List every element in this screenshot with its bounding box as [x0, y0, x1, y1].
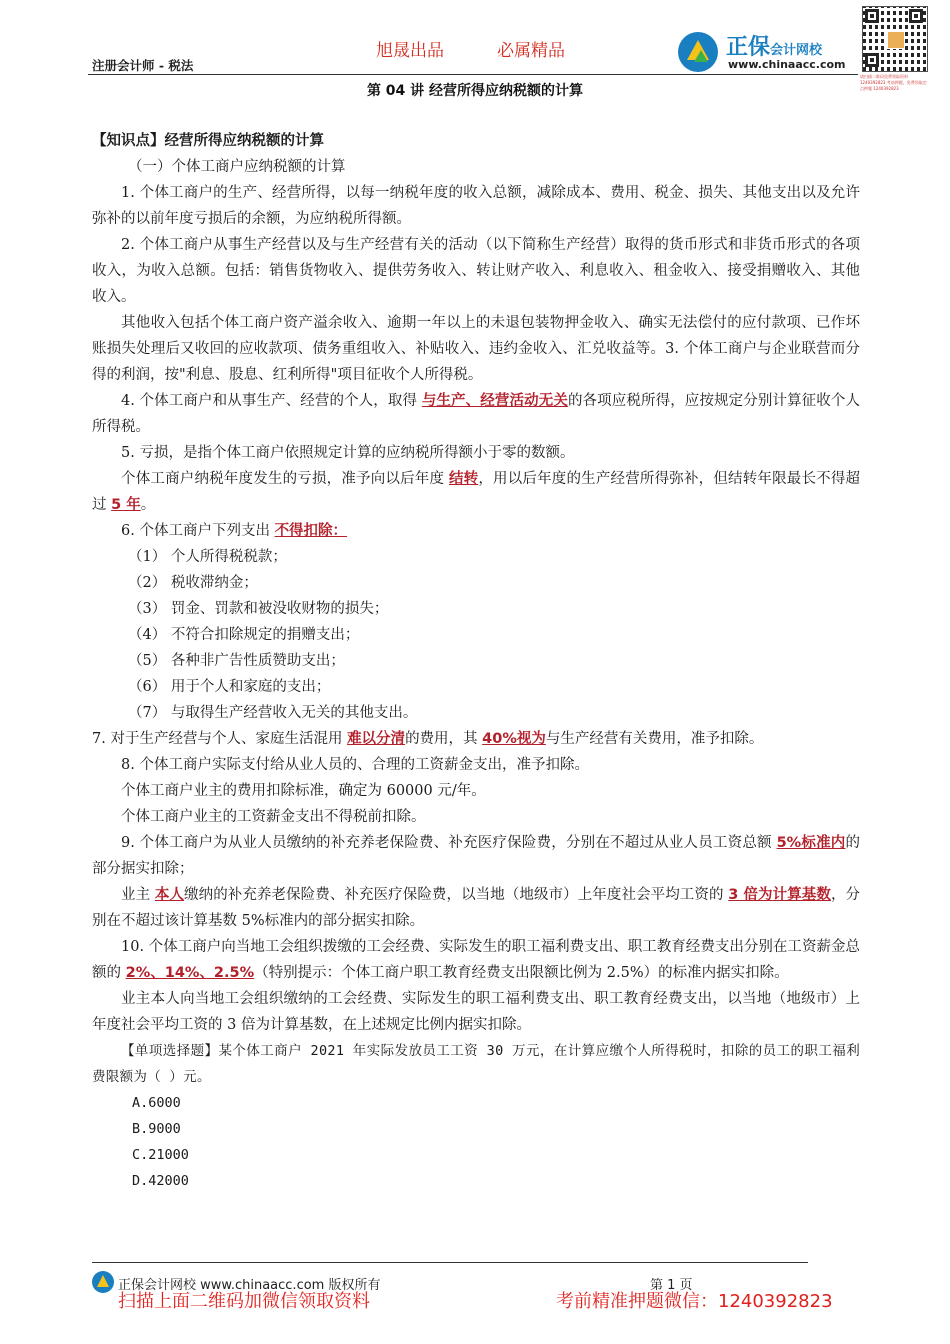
section-heading: （一）个体工商户应纳税额的计算	[128, 159, 346, 175]
qr-code-icon[interactable]	[862, 6, 928, 72]
highlight-forty-percent: 40%视为	[482, 731, 546, 747]
highlight-five-years: 5 年	[111, 497, 141, 513]
paragraph-13: 业主 本人缴纳的补充养老保险费、补充医疗保险费，以当地（地级市）上年度社会平均工资的 3 倍为计算基数，分别在不超过该计算基数 5%标准内的部分据实扣除。	[92, 887, 861, 929]
option-a: A.6000	[132, 1095, 181, 1111]
question-stem: 【单项选择题】某个体工商户 2021 年实际发放员工工资 30 万元，在计算应缴个人所得税时，扣除的员工的职工福利费限额为（ ）元。	[92, 1043, 860, 1085]
paragraph-11: 个体工商户业主的工资薪金支出不得税前扣除。	[121, 809, 426, 825]
footer-divider	[92, 1262, 808, 1263]
list-item: （4） 不符合扣除规定的捐赠支出；	[128, 627, 360, 643]
page-title: 第 04 讲 经营所得应纳税额的计算	[366, 83, 584, 99]
paragraph-5: 5. 亏损，是指个体工商户依照规定计算的应纳税所得额小于零的数额。	[121, 445, 575, 461]
list-item: （6） 用于个人和家庭的支出；	[128, 679, 331, 695]
footer-logo-icon	[92, 1271, 114, 1293]
brand-logo	[676, 28, 854, 76]
paragraph-1: 1. 个体工商户的生产、经营所得，以每一纳税年度的收入总额，减除成本、费用、税金、损失、其他支出以及允许弥补的以前年度亏损后的余额，为应纳税所得额。	[92, 185, 860, 227]
footer-copyright: 正保会计网校 www.chinaacc.com 版权所有	[118, 1278, 381, 1293]
list-item: （3） 罚金、罚款和被没收财物的损失；	[128, 601, 389, 617]
qr-note: 请扫描二维码免费领取资料 1240392823 考前押题，免费领取定点押题 1240392823	[860, 74, 927, 91]
document-body	[92, 128, 860, 1194]
knowledge-point-title: 【知识点】经营所得应纳税额的计算	[92, 133, 324, 149]
paragraph-14: 10. 个体工商户向当地工会组织拨缴的工会经费、实际发生的职工福利费支出、职工教育经费支出分别在工资薪金总额的 2%、14%、2.5%（特别提示：个体工商户职工教育经费支出限额比例为 2.5%）的标准内据实扣除。	[92, 939, 860, 981]
logo-emblem-icon	[678, 32, 718, 72]
logo-text	[726, 30, 822, 61]
logo-name: 正保	[726, 35, 771, 60]
list-item: （5） 各种非广告性质赞助支出；	[128, 653, 345, 669]
highlight-self: 本人	[154, 887, 185, 903]
footer-promo-right: 考前精准押题微信：1240392823	[556, 1291, 833, 1312]
page-number: 第 1 页	[650, 1278, 693, 1293]
paragraph-7: 6. 个体工商户下列支出 不得扣除：	[121, 523, 348, 539]
paragraph-6: 个体工商户纳税年度发生的亏损，准予向以后年度 结转，用以后年度的生产经营所得弥补，但结转年限最长不得超过 5 年。	[92, 471, 861, 513]
paragraph-4: 4. 个体工商户和从事生产、经营的个人，取得 与生产、经营活动无关的各项应税所得，应按规定分别计算征收个人所得税。	[92, 393, 861, 435]
highlight-not-deductible: 不得扣除：	[274, 523, 348, 539]
highlight-hard-to-separate: 难以分清	[347, 731, 406, 747]
highlight-ratios: 2%、14%、2.5%	[125, 965, 255, 981]
header-course-label: 注册会计师 - 税法	[92, 58, 194, 73]
option-c: C.21000	[132, 1147, 189, 1163]
list-item: （2） 税收滞纳金；	[128, 575, 258, 591]
paragraph-15: 业主本人向当地工会组织缴纳的工会经费、实际发生的职工福利费支出、职工教育经费支出，以当地（地级市）上年度社会平均工资的 3 倍为计算基数，在上述规定比例内据实扣除。	[92, 991, 860, 1033]
highlight-five-percent: 5%标准内	[776, 835, 846, 851]
paragraph-3: 其他收入包括个体工商户资产溢余收入、逾期一年以上的未退包装物押金收入、确实无法偿付的应付款项、已作坏账损失处理后又收回的应收款项、债务重组收入、补贴收入、违约金收入、汇兑收益等。3. 个体工商户与企业联营而分得的利润，按"利息、股息、红利所得"项目征收个人所得税。	[92, 315, 860, 383]
paragraph-10: 个体工商户业主的费用扣除标准，确定为 60000 元/年。	[121, 783, 486, 799]
header-slogan-left: 旭晟出品	[376, 41, 444, 61]
footer-promo-left: 扫描上面二维码加微信领取资料	[118, 1291, 370, 1312]
option-d: D.42000	[132, 1173, 189, 1189]
header-slogan-right: 必属精品	[497, 41, 565, 61]
paragraph-2: 2. 个体工商户从事生产经营以及与生产经营有关的活动（以下简称生产经营）取得的货币形式和非货币形式的各项收入，为收入总额。包括：销售货物收入、提供劳务收入、转让财产收入、利息收入、租金收入、接受捐赠收入、其他收入。	[92, 237, 860, 305]
list-item: （1） 个人所得税税款；	[128, 549, 287, 565]
highlight-carryforward: 结转	[448, 471, 479, 487]
paragraph-8: 7. 对于生产经营与个人、家庭生活混用 难以分清的费用，其 40%视为与生产经营有关费用，准予扣除。	[92, 731, 764, 747]
paragraph-9: 8. 个体工商户实际支付给从业人员的、合理的工资薪金支出，准予扣除。	[121, 757, 589, 773]
highlight-unrelated: 与生产、经营活动无关	[421, 393, 568, 409]
header-divider	[88, 74, 858, 75]
paragraph-12: 9. 个体工商户为从业人员缴纳的补充养老保险费、补充医疗保险费，分别在不超过从业人员工资总额 5%标准内的部分据实扣除；	[92, 835, 860, 877]
highlight-three-times: 3 倍为计算基数	[728, 887, 831, 903]
logo-url: www.chinaacc.com	[728, 58, 846, 71]
logo-sub: 会计网校	[770, 43, 823, 58]
list-item: （7） 与取得生产经营收入无关的其他支出。	[128, 705, 418, 721]
option-b: B.9000	[132, 1121, 181, 1137]
